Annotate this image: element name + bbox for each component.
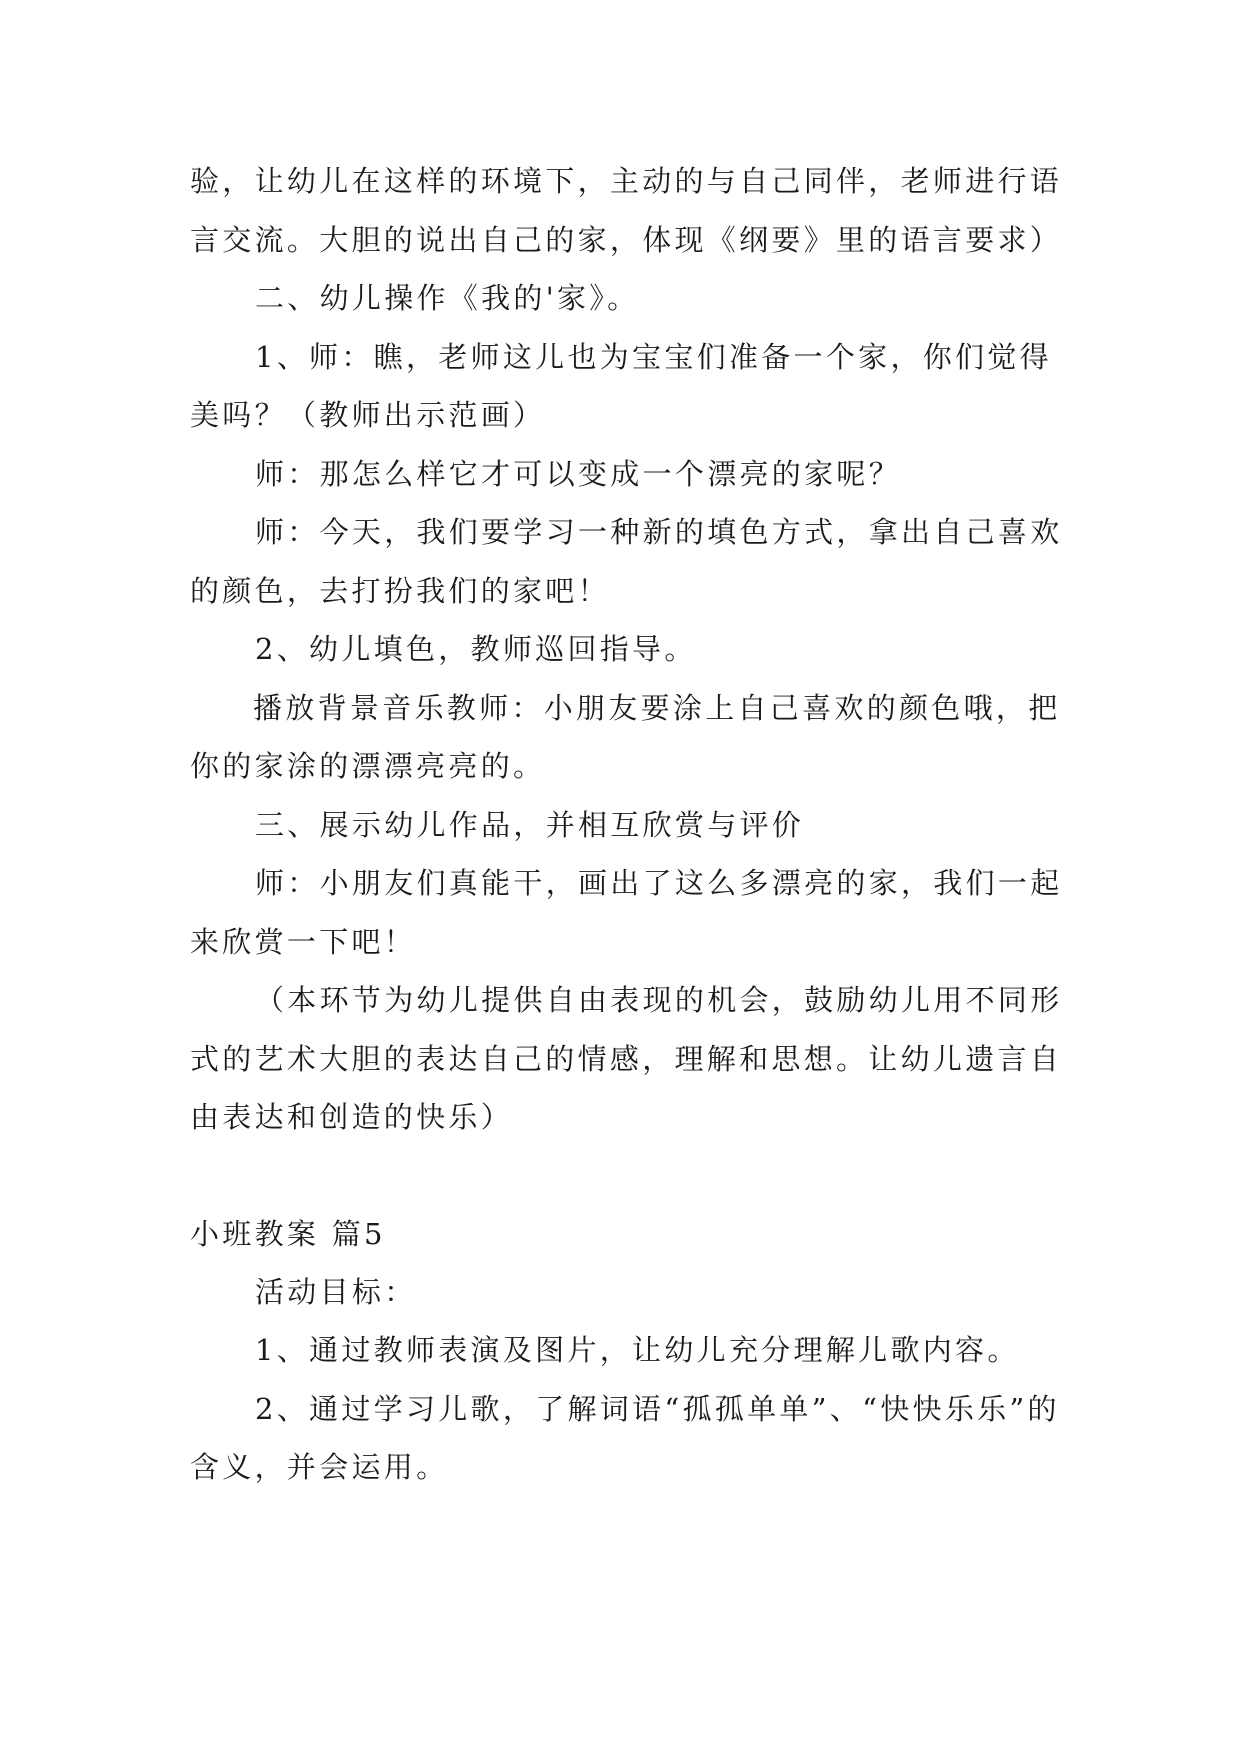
paragraph: 1、师：瞧，老师这儿也为宝宝们准备一个家，你们觉得美吗？（教师出示范画） — [190, 339, 1052, 432]
paragraph: （本环节为幼儿提供自由表现的机会，鼓励幼儿用不同形式的艺术大胆的表达自己的情感，理解和思想。让幼儿遗言自由表达和创造的快乐） — [190, 983, 1063, 1134]
document-page — [190, 152, 1070, 1497]
paragraph: 活动目标： — [255, 1274, 417, 1309]
paragraph: 师：小朋友们真能干，画出了这么多漂亮的家，我们一起来欣赏一下吧！ — [190, 866, 1063, 959]
paragraph: 三、展示幼儿作品，并相互欣赏与评价 — [255, 807, 805, 842]
paragraph: 验，让幼儿在这样的环境下，主动的与自己同伴，老师进行语言交流。大胆的说出自己的家，体现《纲要》里的语言要求） — [190, 164, 1063, 257]
paragraph: 师：那怎么样它才可以变成一个漂亮的家呢？ — [255, 456, 902, 491]
paragraph: 师：今天，我们要学习一种新的填色方式，拿出自己喜欢的颜色，去打扮我们的家吧！ — [190, 515, 1063, 608]
section-spacer — [190, 1147, 1070, 1205]
paragraph: 1、通过教师表演及图片，让幼儿充分理解儿歌内容。 — [255, 1333, 1020, 1367]
paragraph: 二、幼儿操作《我的'家》。 — [255, 281, 640, 315]
paragraph: 播放背景音乐教师：小朋友要涂上自己喜欢的颜色哦，把你的家涂的漂漂亮亮的。 — [190, 690, 1061, 783]
paragraph: 2、幼儿填色，教师巡回指导。 — [255, 632, 697, 666]
section-heading: 小班教案 篇5 — [190, 1216, 386, 1251]
paragraph: 2、通过学习儿歌，了解词语“孤孤单单”、“快快乐乐”的含义，并会运用。 — [190, 1391, 1060, 1484]
